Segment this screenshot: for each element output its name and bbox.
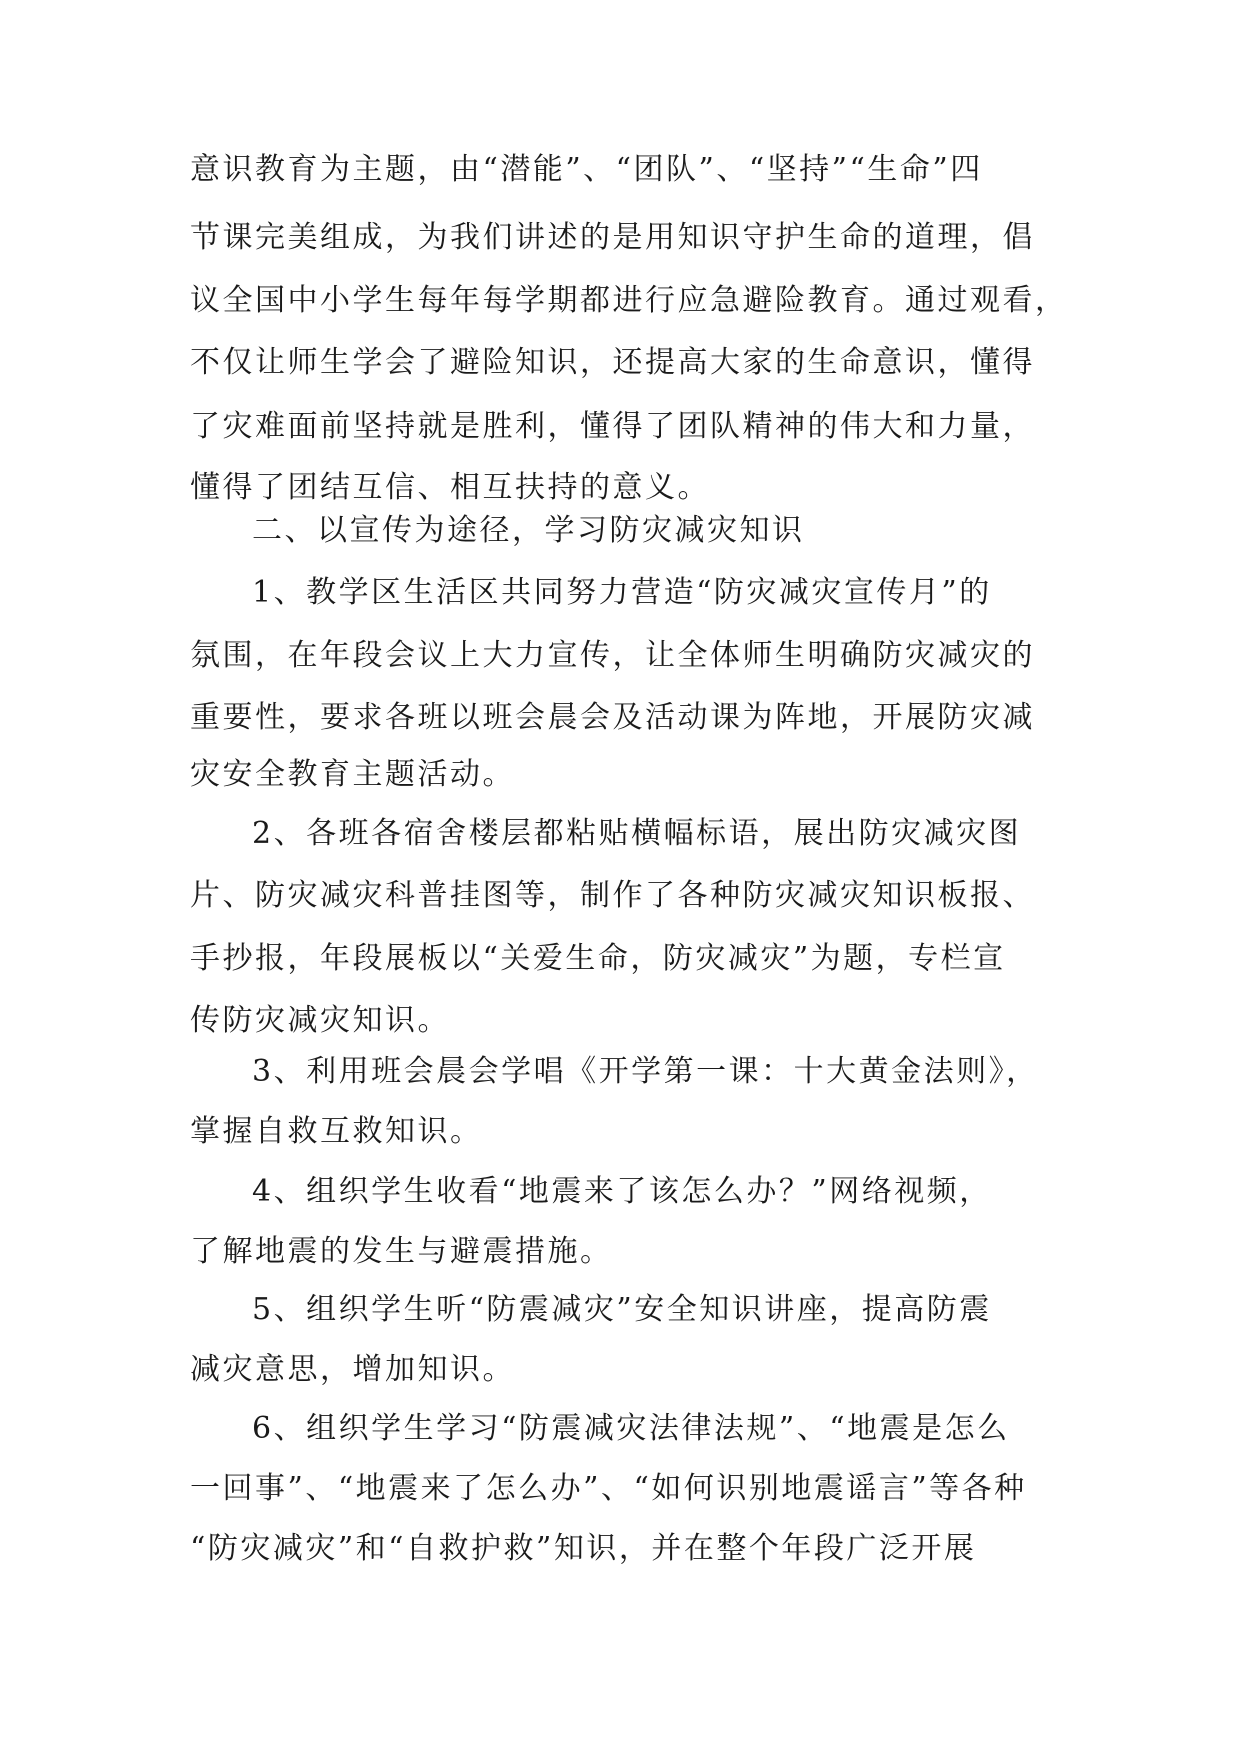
text-line: 议全国中小学生每年每学期都进行应急避险教育。通过观看， bbox=[190, 283, 1068, 318]
text-line: 减灾意思，增加知识。 bbox=[190, 1352, 515, 1387]
text-line: 节课完美组成，为我们讲述的是用知识守护生命的道理，倡 bbox=[190, 220, 1035, 255]
text-line: 片、防灾减灾科普挂图等，制作了各种防灾减灾知识板报、 bbox=[190, 878, 1035, 913]
text-line: 传防灾减灾知识。 bbox=[190, 1003, 450, 1038]
text-line: 掌握自救互救知识。 bbox=[190, 1114, 483, 1149]
section-heading: 二、以宣传为途径，学习防灾减灾知识 bbox=[252, 513, 805, 548]
text-line: 灾安全教育主题活动。 bbox=[190, 757, 515, 792]
text-line: 重要性，要求各班以班会晨会及活动课为阵地，开展防灾减 bbox=[190, 700, 1035, 735]
text-line: 了解地震的发生与避震措施。 bbox=[190, 1234, 613, 1269]
text-line: 氛围，在年段会议上大力宣传，让全体师生明确防灾减灾的 bbox=[190, 638, 1035, 673]
text-line: 1、教学区生活区共同努力营造“防灾减灾宣传月”的 bbox=[252, 575, 992, 610]
text-line: 2、各班各宿舍楼层都粘贴横幅标语，展出防灾减灾图 bbox=[252, 816, 1022, 851]
text-line: 一回事”、“地震来了怎么办”、“如何识别地震谣言”等各种 bbox=[190, 1471, 1027, 1506]
text-line: 4、组织学生收看“地震来了该怎么办？”网络视频， bbox=[252, 1174, 992, 1209]
text-line: 3、利用班会晨会学唱《开学第一课：十大黄金法则》， bbox=[252, 1054, 1039, 1089]
text-line: 了灾难面前坚持就是胜利，懂得了团队精神的伟大和力量， bbox=[190, 409, 1035, 444]
text-line: 意识教育为主题，由“潜能”、“团队”、“坚持”“生命”四 bbox=[190, 152, 983, 187]
text-line: 5、组织学生听“防震减灾”安全知识讲座，提高防震 bbox=[252, 1292, 992, 1327]
text-line: 手抄报，年段展板以“关爱生命，防灾减灾”为题，专栏宣 bbox=[190, 941, 1006, 976]
text-line: 懂得了团结互信、相互扶持的意义。 bbox=[190, 470, 710, 505]
text-line: “防灾减灾”和“自救护救”知识，并在整个年段广泛开展 bbox=[190, 1531, 977, 1566]
text-line: 不仅让师生学会了避险知识，还提高大家的生命意识，懂得 bbox=[190, 345, 1035, 380]
text-line: 6、组织学生学习“防震减灾法律法规”、“地震是怎么 bbox=[252, 1411, 1010, 1446]
